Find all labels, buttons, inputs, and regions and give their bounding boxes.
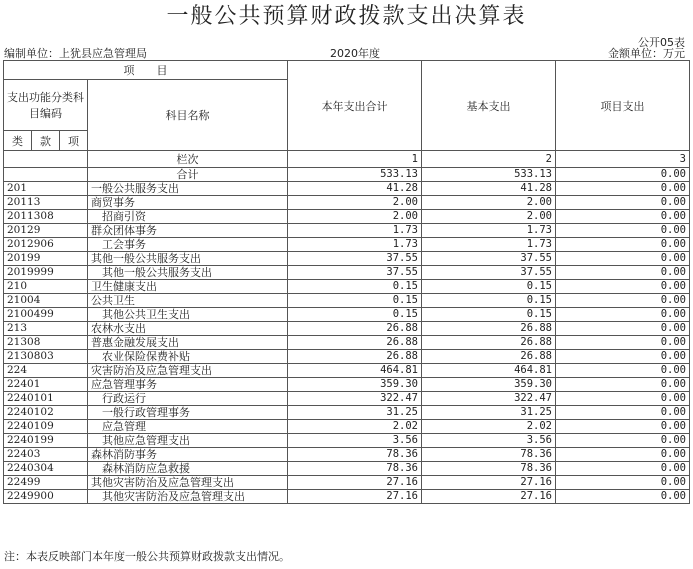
total-blank (4, 168, 88, 182)
row-total: 27.16 (288, 490, 422, 504)
fiscal-year: 2020年度 (330, 47, 380, 60)
row-code: 20129 (4, 224, 88, 238)
row-project: 0.00 (556, 448, 690, 462)
row-total: 26.88 (288, 322, 422, 336)
row-name: 一般公共服务支出 (88, 182, 288, 196)
row-project: 0.00 (556, 462, 690, 476)
row-project: 0.00 (556, 280, 690, 294)
compiling-unit: 编制单位：上犹县应急管理局 (4, 47, 147, 60)
row-basic: 27.16 (422, 476, 556, 490)
row-code: 21308 (4, 336, 88, 350)
row-name: 公共卫生 (88, 294, 288, 308)
row-name: 其他灾害防治及应急管理支出 (88, 490, 288, 504)
header-lei: 类 (4, 131, 32, 151)
total-sum: 533.13 (288, 168, 422, 182)
table-row (4, 420, 690, 434)
row-name: 一般行政管理事务 (88, 406, 288, 420)
row-name: 其他公共卫生支出 (88, 308, 288, 322)
total-label: 合计 (88, 168, 288, 182)
row-basic: 26.88 (422, 322, 556, 336)
row-basic: 31.25 (422, 406, 556, 420)
money-unit: 金额单位：万元 (608, 47, 685, 60)
row-name: 应急管理 (88, 420, 288, 434)
header-col-total: 本年支出合计 (288, 61, 422, 151)
row-code: 22499 (4, 476, 88, 490)
header-row-item (4, 61, 690, 80)
row-total: 78.36 (288, 448, 422, 462)
total-basic: 533.13 (422, 168, 556, 182)
row-name: 卫生健康支出 (88, 280, 288, 294)
index-col-3: 3 (556, 151, 690, 168)
total-project: 0.00 (556, 168, 690, 182)
row-total: 41.28 (288, 182, 422, 196)
row-project: 0.00 (556, 238, 690, 252)
row-project: 0.00 (556, 476, 690, 490)
row-basic: 37.55 (422, 266, 556, 280)
row-name: 其他灾害防治及应急管理支出 (88, 476, 288, 490)
row-total: 1.73 (288, 224, 422, 238)
row-total: 26.88 (288, 336, 422, 350)
row-code: 2100499 (4, 308, 88, 322)
row-basic: 2.00 (422, 210, 556, 224)
header-item: 项 目 (4, 61, 288, 80)
table-row (4, 280, 690, 294)
row-name: 招商引资 (88, 210, 288, 224)
row-name: 群众团体事务 (88, 224, 288, 238)
row-total: 0.15 (288, 308, 422, 322)
row-project: 0.00 (556, 378, 690, 392)
row-basic: 322.47 (422, 392, 556, 406)
row-project: 0.00 (556, 336, 690, 350)
row-total: 464.81 (288, 364, 422, 378)
row-name: 其他一般公共服务支出 (88, 252, 288, 266)
row-code: 2240304 (4, 462, 88, 476)
header-col-basic: 基本支出 (422, 61, 556, 151)
table-row (4, 182, 690, 196)
row-name: 商贸事务 (88, 196, 288, 210)
row-project: 0.00 (556, 364, 690, 378)
row-project: 0.00 (556, 182, 690, 196)
table-row (4, 322, 690, 336)
total-row (4, 168, 690, 182)
table-row (4, 406, 690, 420)
row-total: 2.02 (288, 420, 422, 434)
table-row (4, 392, 690, 406)
table-row (4, 224, 690, 238)
row-code: 21004 (4, 294, 88, 308)
table-row (4, 476, 690, 490)
row-name: 应急管理事务 (88, 378, 288, 392)
table-row (4, 238, 690, 252)
row-basic: 2.02 (422, 420, 556, 434)
row-total: 31.25 (288, 406, 422, 420)
row-total: 3.56 (288, 434, 422, 448)
index-col-1: 1 (288, 151, 422, 168)
table-row (4, 336, 690, 350)
row-project: 0.00 (556, 224, 690, 238)
row-code: 224 (4, 364, 88, 378)
row-code: 2240101 (4, 392, 88, 406)
row-total: 37.55 (288, 266, 422, 280)
row-basic: 41.28 (422, 182, 556, 196)
row-code: 2240109 (4, 420, 88, 434)
row-name: 行政运行 (88, 392, 288, 406)
table-row (4, 294, 690, 308)
row-basic: 26.88 (422, 350, 556, 364)
row-name: 其他一般公共服务支出 (88, 266, 288, 280)
row-total: 2.00 (288, 196, 422, 210)
row-code: 210 (4, 280, 88, 294)
row-name: 农业保险保费补贴 (88, 350, 288, 364)
row-name: 森林消防应急救援 (88, 462, 288, 476)
row-basic: 27.16 (422, 490, 556, 504)
row-project: 0.00 (556, 406, 690, 420)
row-code: 2240199 (4, 434, 88, 448)
form-number: 公开05表 (638, 36, 685, 49)
row-code: 2130803 (4, 350, 88, 364)
row-basic: 0.15 (422, 308, 556, 322)
row-code: 20199 (4, 252, 88, 266)
row-code: 22403 (4, 448, 88, 462)
table-row (4, 448, 690, 462)
row-total: 0.15 (288, 294, 422, 308)
row-code: 2012906 (4, 238, 88, 252)
row-project: 0.00 (556, 196, 690, 210)
table-row (4, 350, 690, 364)
row-name: 普惠金融发展支出 (88, 336, 288, 350)
row-basic: 78.36 (422, 462, 556, 476)
row-total: 2.00 (288, 210, 422, 224)
row-basic: 464.81 (422, 364, 556, 378)
index-blank (4, 151, 88, 168)
row-basic: 359.30 (422, 378, 556, 392)
table-row (4, 266, 690, 280)
row-total: 322.47 (288, 392, 422, 406)
header-xiang: 项 (60, 131, 88, 151)
row-name: 农林水支出 (88, 322, 288, 336)
header-kuan: 款 (32, 131, 60, 151)
row-total: 37.55 (288, 252, 422, 266)
row-code: 2249900 (4, 490, 88, 504)
header-subject-name: 科目名称 (88, 80, 288, 151)
row-project: 0.00 (556, 294, 690, 308)
row-basic: 1.73 (422, 238, 556, 252)
report-title: 一般公共预算财政拨款支出决算表 (166, 4, 527, 29)
row-total: 0.15 (288, 280, 422, 294)
row-project: 0.00 (556, 420, 690, 434)
table-row (4, 252, 690, 266)
row-basic: 1.73 (422, 224, 556, 238)
index-col-2: 2 (422, 151, 556, 168)
table-row (4, 364, 690, 378)
row-code: 201 (4, 182, 88, 196)
table-row (4, 308, 690, 322)
row-project: 0.00 (556, 392, 690, 406)
row-total: 359.30 (288, 378, 422, 392)
row-project: 0.00 (556, 252, 690, 266)
row-basic: 0.15 (422, 280, 556, 294)
row-code: 2011308 (4, 210, 88, 224)
table-row (4, 378, 690, 392)
header-row-index (4, 151, 690, 168)
row-total: 1.73 (288, 238, 422, 252)
table-row (4, 210, 690, 224)
row-name: 工会事务 (88, 238, 288, 252)
row-name: 灾害防治及应急管理支出 (88, 364, 288, 378)
footnote: 注：本表反映部门本年度一般公共预算财政拨款支出情况。 (4, 550, 290, 563)
row-name: 其他应急管理支出 (88, 434, 288, 448)
row-project: 0.00 (556, 350, 690, 364)
row-basic: 78.36 (422, 448, 556, 462)
header-func-code: 支出功能分类科目编码 (4, 80, 88, 131)
row-basic: 0.15 (422, 294, 556, 308)
row-project: 0.00 (556, 210, 690, 224)
table-row (4, 490, 690, 504)
row-project: 0.00 (556, 322, 690, 336)
row-basic: 3.56 (422, 434, 556, 448)
expenditure-table (3, 60, 690, 504)
row-project: 0.00 (556, 266, 690, 280)
header-col-project: 项目支出 (556, 61, 690, 151)
table-row (4, 196, 690, 210)
row-basic: 26.88 (422, 336, 556, 350)
row-project: 0.00 (556, 434, 690, 448)
row-name: 森林消防事务 (88, 448, 288, 462)
row-code: 22401 (4, 378, 88, 392)
row-basic: 37.55 (422, 252, 556, 266)
row-total: 27.16 (288, 476, 422, 490)
row-project: 0.00 (556, 490, 690, 504)
row-code: 213 (4, 322, 88, 336)
row-code: 2240102 (4, 406, 88, 420)
table-row (4, 434, 690, 448)
row-project: 0.00 (556, 308, 690, 322)
row-code: 20113 (4, 196, 88, 210)
header-lanci: 栏次 (88, 151, 288, 168)
row-basic: 2.00 (422, 196, 556, 210)
table-row (4, 462, 690, 476)
row-code: 2019999 (4, 266, 88, 280)
row-total: 26.88 (288, 350, 422, 364)
row-total: 78.36 (288, 462, 422, 476)
